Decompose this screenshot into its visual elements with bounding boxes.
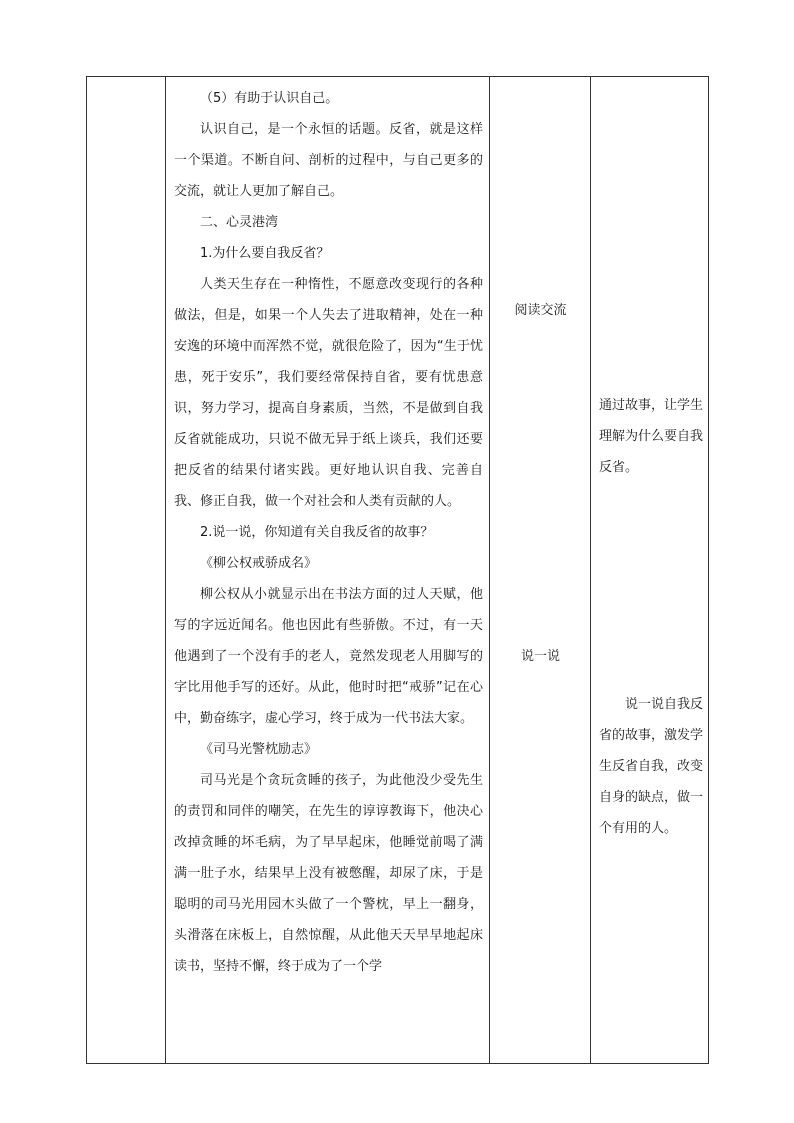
content-paragraph: 人类天生存在一种惰性，不愿意改变现行的各种做法，但是，如果一个人失去了进取精神，处在一种安逸的环境中而浑然不觉，就很危险了，因为“生于忧患，死于安乐”，我们要经常保持自省，要有忧患意识，努力学习，提高自身素质，当然，不是做到自我反省就能成功，只说不做无异于纸上谈兵，我们还要把反省的结果付诸实践。更好地认识自我、完善自我、修正自我，做一个对社会和人类有贡献的人。 xyxy=(174,277,483,509)
goal-1: 通过故事，让学生理解为什么要自我反省。 xyxy=(599,398,704,475)
content-paragraph: 2.说一说，你知道有关自我反省的故事？ xyxy=(200,525,434,540)
activity-read: 阅读交流 xyxy=(514,303,567,318)
goal-cell xyxy=(591,77,709,1064)
content-paragraph: 《司马光警枕励志》 xyxy=(200,742,318,757)
content-paragraph: 柳公权从小就显示出在书法方面的过人天赋，他写的字远近闻名。他也因此有些骄傲。不过，有一天他遇到了一个没有手的老人，竟然发现老人用脚写的字比用他手写的还好。从此，他时时把“戒骄”记在心中，勤奋练字，虚心学习，终于成为一代书法大家。 xyxy=(174,587,483,726)
content-cell xyxy=(166,77,490,1064)
lesson-plan-table xyxy=(86,76,709,1064)
goal-2: 说一说自我反省的故事，激发学生反省自我，改变自身的缺点，做一个有用的人。 xyxy=(599,697,704,836)
content-paragraph: 司马光是个贪玩贪睡的孩子，为此他没少受先生的责罚和同伴的嘲笑，在先生的谆谆教诲下，他决心改掉贪睡的坏毛病，为了早早起床，他睡觉前喝了满满一肚子水，结果早上没有被憋醒，却尿了床，于是聪明的司马光用园木头做了一个警枕，早上一翻身，头滑落在床板上，自然惊醒，从此他天天早早地起床读书，坚持不懈，终于成为了一个学 xyxy=(174,773,483,974)
content-paragraph: （5）有助于认识自己。 xyxy=(200,91,339,106)
activity-cell xyxy=(490,77,591,1064)
content-paragraph: 二、心灵港湾 xyxy=(200,215,279,230)
content-text xyxy=(166,77,489,982)
stage-cell xyxy=(87,77,166,1064)
content-paragraph: 1.为什么要自我反省？ xyxy=(200,246,330,261)
content-paragraph: 认识自己，是一个永恒的话题。反省，就是这样一个渠道。不断自问、剖析的过程中，与自己更多的交流，就让人更加了解自己。 xyxy=(174,122,483,199)
table-row xyxy=(87,77,709,1064)
activity-talk: 说一说 xyxy=(520,649,560,664)
content-paragraph: 《柳公权戒骄成名》 xyxy=(200,556,318,571)
